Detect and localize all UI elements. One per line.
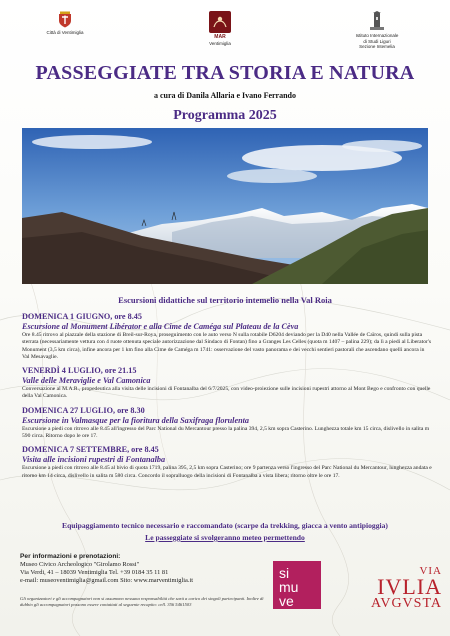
- mountain-landscape-photo: [22, 128, 428, 284]
- event-title: Visita alle incisioni rupestri di Fontanalba: [22, 455, 166, 465]
- via-ivlia-augusta-logo: [342, 565, 442, 611]
- event-title: Valle delle Meraviglie e Val Camonica: [22, 376, 151, 386]
- via-logo-line: VIA: [419, 565, 442, 577]
- section-subtitle: Escursioni didattiche sul territorio intemelio nella Val Roia: [118, 295, 332, 305]
- page-title: PASSEGGIATE TRA STORIA E NATURA: [35, 62, 415, 84]
- event-description: Ore 8.45 ritrovo al piazzale della stazione di Breil-sur-Roya, proseguimento con le auto verso N sulla rotabile D6204 deviando per la D40 nella Vallée de Caïros, quindi sulla pista sterrata (necessariamente vettura con 4 ruote ottenuta speciale autorizzazione dal Sindaco di Fontan) fino a Granges Les Celles (quota m 1407 – palina 229); da lì a piedi al Liberator's Monument (3,5 km circa), infine ancora per 1 km fino alla Cime de Caméga m 1741: osservazione del vasto panorama e dei vecchi sentieri pastorali che ascendano quelli ancora in Val Mesavaglie.: [22, 332, 432, 360]
- via-logo-line: AVGVSTA: [371, 596, 442, 611]
- contact-info: [20, 553, 250, 585]
- curators-line: a cura di Danila Allaria e Ivano Ferrando: [154, 91, 296, 100]
- mar-logo: [196, 11, 244, 46]
- contact-address: Via Verdi, 41 – 18039 Ventimiglia Tel. +39 0184 35 11 81: [20, 569, 169, 576]
- event-date: DOMENICA 1 GIUGNO, ore 8.45: [22, 312, 142, 321]
- events-list: [22, 312, 432, 485]
- institute-logo: [350, 11, 404, 50]
- mar-logo-label: Ventimiglia: [209, 40, 231, 46]
- city-logo-label: Città di Ventimiglia: [46, 30, 84, 35]
- event-item: [22, 366, 432, 401]
- weather-notice: Le passeggiate si svolgeranno meteo permettendo: [145, 533, 305, 542]
- institute-tower-icon: [368, 11, 386, 31]
- event-title: Escursione in Valmasque per la fioritura della Saxifraga florulenta: [22, 415, 250, 425]
- event-description: Escursione a piedi con ritrovo alle 8.45 all'ingresso del Parc National du Mercantour presso la palina 394, 2,5 km sopra Casterino. Lunghezza totale km 15 circa, dislivello in salita m 590 circa. Ritorno dopo le ore 17.: [22, 425, 430, 440]
- event-item: [22, 406, 432, 441]
- contact-heading: Per informazioni e prenotazioni:: [20, 553, 121, 560]
- equipment-notice: Equipaggiamento tecnico necessario e raccomandato (scarpe da trekking, giacca a vento antipioggia): [62, 521, 388, 530]
- simuve-logo-line: si: [279, 565, 290, 581]
- event-title: Escursione al Monument Libérator e alla Cime de Caméga sul Plateau de la Cèva: [22, 322, 299, 331]
- disclaimer-note: Gli organizzatori e gli accompagnatori non si assumono nessuna responsabilità che sarà a carico dei singoli partecipanti. Inoltre di dubbio gli accompagnatori possono essere contattati al seguente recapito: cell. 356 5461503: [20, 596, 264, 607]
- mar-museum-icon: [209, 11, 231, 33]
- event-date: VENERDÌ 4 LUGLIO, ore 21.15: [22, 366, 137, 376]
- event-date: DOMENICA 27 LUGLIO, ore 8.30: [22, 405, 145, 415]
- simuve-logo-line: mu: [279, 579, 299, 595]
- contact-email[interactable]: e-mail: museoventimiglia@gmail.com Sito: www.marventimiglia.it: [20, 577, 194, 584]
- simuve-logo: [273, 561, 321, 609]
- mar-logo-badge: MAR: [214, 34, 226, 40]
- via-logo-line: IVLIA: [377, 574, 442, 599]
- contact-museum: Museo Civico Archeologico "Girolamo Rossi": [20, 561, 140, 568]
- event-description: Escursione a piedi con ritrovo alle 8.45 al bivio di quota 1719, palina 395, 2,5 km sopra Casterino; ore 9 partenza verso l'ingresso del Parc National du Mercantour, lunghezza andata e ritorno km 14 circa, dislivello in salita m 580 circa. Concordo il sopralluogo della incisioni di Fontanalba a vista libera; ritorno oltre le ore 17.: [22, 465, 432, 479]
- city-logo: [40, 11, 90, 36]
- program-year: Programma 2025: [173, 108, 277, 123]
- event-description: Conversazione al M.A.R., propedeutica alla visita delle incisioni di Fontanalba del 6/7/2025, con video-proiezione sulle incisioni rupestri attorno al Mont Bego e confronto con quelle della Val Camonica.: [22, 386, 431, 400]
- event-date: DOMENICA 7 SETTEMBRE, ore 8.45: [22, 445, 159, 455]
- simuve-logo-line: ve: [279, 593, 294, 609]
- event-item: [22, 312, 432, 361]
- institute-logo-label: Istituto Internazionale di Studi Liguri Sezione Intemelia: [355, 33, 399, 49]
- event-item: [22, 445, 432, 480]
- city-crest-icon: [58, 11, 72, 28]
